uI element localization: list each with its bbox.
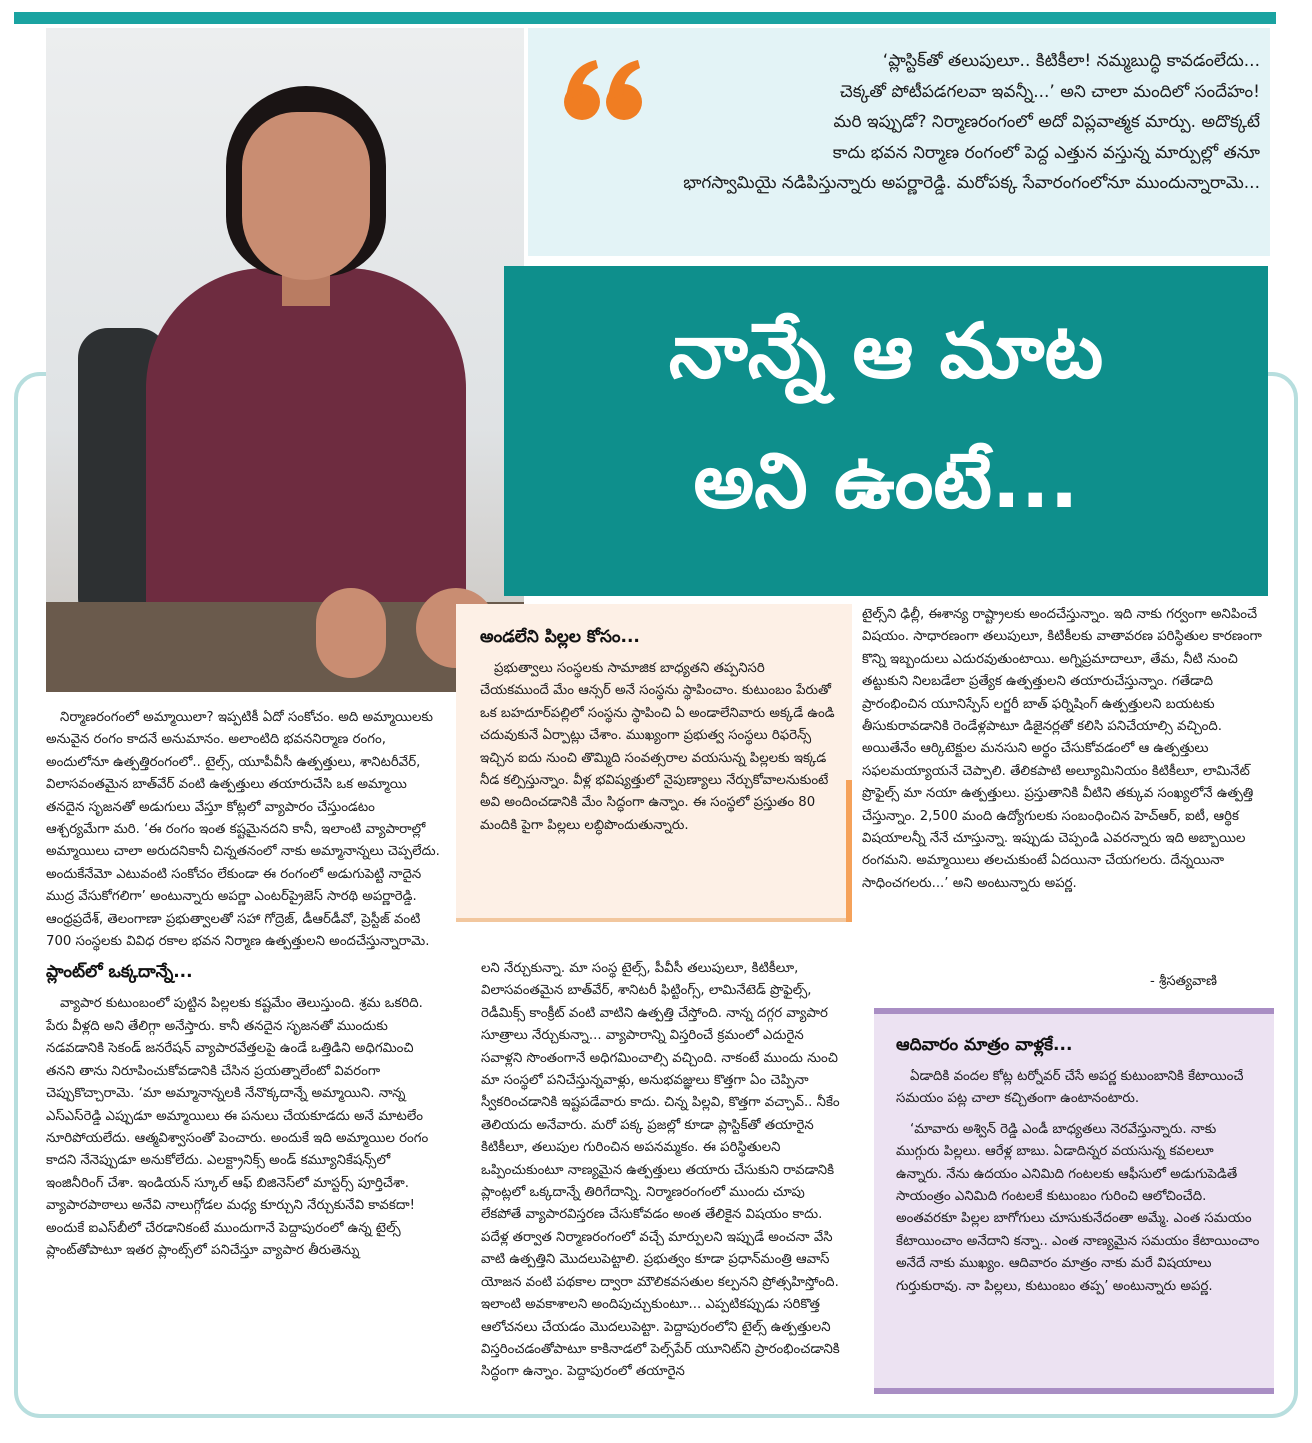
box-paragraph: ప్రభుత్వాలు సంస్థలకు సామాజిక బాధ్యతని తప్పనిసరి చేయకముందే మేం ఆన్సర్‌ అనే సంస్థను స్థాపించాం. కుటుంబం పేరుతో ఒక బహదూర్‌పల్లిలో సంస్థను స్థాపించి ఏ అండాలేనివారు అక్కడే ఉండి చదువుకునే ఏర్పాట్లు చేశాం. ముఖ్యంగా ప్రభుత్వ సంస్థలు రిఫరెన్స్‌ ఇచ్చిన ఐదు నుంచి తొమ్మిది సంవత్సరాల వయసున్న పిల్లలకు ఇక్కడ నీడ కల్పిస్తున్నాం. వీళ్ల భవిష్యత్తులో నైపుణ్యాలు నేర్చుకోవాలనుకుంటే అవి అందించడానికి మేం సిద్ధంగా ఉన్నాం. ఈ సంస్థలో ప్రస్తుతం 80 మందికి పైగా పిల్లలు లబ్ధిపొందుతున్నారు.: [480, 661, 835, 833]
body-paragraph: లని నేర్చుకున్నా. మా సంస్థ టైల్స్‌, పీవీసీ తలుపులూ, కిటికీలూ, విలాసవంతమైన బాత్‌వేర్‌, శానిటరీ ఫిట్టింగ్స్‌, లామినేటెడ్‌ ప్రొఫైల్స్‌, రెడీమిక్స్‌ కాంక్రీట్‌ వంటి వాటిని ఉత్పత్తి చేస్తోంది. నాన్న దగ్గర వ్యాపార సూత్రాలు నేర్చుకున్నా... వ్యాపారాన్ని విస్తరించే క్రమంలో ఎదురైన సవాళ్లని సొంతంగానే అధిగమించాల్సి వచ్చింది. నాకంటే ముందు నుంచి మా సంస్థలో పనిచేస్తున్నవాళ్లు, అనుభవజ్ఞులు కొత్తగా ఏం చెప్పినా స్వీకరించడానికి ఇష్టపడేవారు కాదు. చిన్న పిల్లవి, కొత్తగా వచ్చావ్‌.. నీకేం తెలియదు అనేవారు. మరో పక్క ప్రజల్లో కూడా ప్లాస్టిక్‌తో తయారైన కిటికీలూ, తలుపుల గురించిన అపనమ్మకం. ఈ పరిస్థితులని ఒప్పించుకుంటూ నాణ్యమైన ఉత్పత్తులు తయారు చేసుకుని రావడానికి ప్లాంట్లలో ఒక్కదాన్నే తిరిగేదాన్ని. నిర్మాణరంగంలో ముందు చూపు లేకపోతే వ్యాపారవిస్తరణ చేసుకోవడం అంత తేలికైన విషయం కాదు. పదేళ్ల తర్వాత నిర్మాణరంగంలో వచ్చే మార్పులని ఇప్పుడే అంచనా వేసి వాటి ఉత్పత్తిని మొదలుపెట్టాలి. ప్రభుత్వం కూడా ప్రధాన్‌మంత్రి ఆవాస్‌ యోజన వంటి పథకాల ద్వారా మౌలికవసతుల కల్పనని ప్రోత్సహిస్తోంది. ఇలాంటి అవకాశాలని అందిపుచ్చుకుంటూ... ఎప్పటికప్పుడు సరికొత్త ఆలోచనలు చేయడం మొదలుపెట్టా. పెద్దాపురంలోని టైల్స్‌ ఉత్పత్తులని విస్తరించడంతోపాటూ కాకినాడలో పెల్స్‌పేర్‌ యూనిట్‌ని ప్రారంభించడానికి సిద్ధంగా ఉన్నాం. పెద్దాపురంలో తయారైన: [481, 961, 840, 1380]
headline-line-2: అని ఉంటే...: [693, 436, 1079, 525]
quote-line: కాదు భవన నిర్మాణ రంగంలో పెద్ద ఎత్తున వస్తున్న మార్పుల్లో తనూ: [832, 142, 1260, 163]
column-2: [481, 958, 846, 1384]
headline-line-1: నాన్నే ఆ మాట: [668, 306, 1104, 395]
intro-paragraph: నిర్మాణరంగంలో అమ్మాయిలా? ఇప్పటికీ ఏదో సంకోచం. అది అమ్మాయిలకు అనువైన రంగం కాదనే అనుమానం. అలాంటిది భవననిర్మాణ రంగం, అందులోనూ ఉత్పత్తిరంగంలో.. టైల్స్‌, యూపీవీసీ ఉత్పత్తులు, శానిటరీవేర్‌, విలాసవంతమైన బాత్‌వేర్‌ వంటి ఉత్పత్తులు తయారుచేసి ఒక అమ్మాయి తనదైన సృజనతో అడుగులు వేస్తూ కోట్లలో వ్యాపారం చేస్తుండటం ఆశ్చర్యమేగా మరి. ‘ఈ రంగం ఇంత కష్టమైనదని కానీ, ఇలాంటి వ్యాపారాల్లో అమ్మాయిలు చాలా అరుదనికానీ చిన్నతనంలో నాకు అమ్మానాన్నలు చెప్పలేదు. అందుకేనేమో ఎటువంటి సంకోచం లేకుండా ఈ రంగంలో అడుగుపెట్టి నాదైన ముద్ర వేసుకోగలిగా’ అంటున్నారు అపర్ణా ఎంటర్‌ప్రైజెస్‌ సారథి అపర్ణారెడ్డి. ఆంధ్రప్రదేశ్‌, తెలంగాణా ప్రభుత్వాలతో సహా గోద్రెజ్‌, డీఆర్‌డీవో, ప్రెస్టీజ్‌ వంటి 700 సంస్థలకు వివిధ రకాల భవన నిర్మాణ ఉత్పత్తులని అందచేస్తున్నారామె.: [46, 710, 440, 950]
sidebar-box-orphans: [456, 604, 852, 922]
quote-line: ‘ప్లాస్టిక్‌తో తలుపులూ.. కిటికీలా! నమ్మబుద్ధి కావడంలేదు...: [882, 51, 1260, 71]
byline: - శ్రీసత్యవాణి: [1150, 974, 1217, 989]
box-paragraph: ఏడాదికి వందల కోట్ల టర్నోవర్‌ చేసే అపర్ణ కుటుంబానికి కేటాయించే సమయం పట్ల చాలా కచ్చితంగా ఉంటానంటారు.: [896, 1069, 1244, 1107]
body-paragraph: వ్యాపార కుటుంబంలో పుట్టిన పిల్లలకు కష్టమేం తెలుస్తుంది. శ్రమ ఒకరిది. పేరు వీళ్లది అని తేలిగ్గా అనేస్తారు. కానీ తనదైన సృజనతో ముందుకు నడవడానికి సెకండ్‌ జనరేషన్‌ వ్యాపారవేత్తలపై ఉండే ఒత్తిడిని అధిగమించి తనని తాను నిరూపించుకోవడానికి చేసిన ప్రయత్నాలేంటో వివరంగా చెప్పుకొచ్చారామె. ‘మా అమ్మానాన్నలకి నేనొక్కదాన్నే అమ్మాయిని. నాన్న ఎస్‌ఎస్‌రెడ్డి ఎప్పుడూ అమ్మాయిలు ఈ పనులు చేయకూడదు అనే మాటలేం నూరిపోయలేదు. ఆత్మవిశ్వాసంతో పెంచారు. అందుకే ఇది అమ్మాయిల రంగం కాదని నేనెప్పుడూ అనుకోలేదు. ఎలక్ట్రానిక్స్‌ అండ్‌ కమ్యూనికేషన్స్‌లో ఇంజినీరింగ్‌ చేశా. ఇండియన్‌ స్కూల్‌ ఆఫ్‌ బిజినెస్‌లో మాస్టర్స్‌ పూర్తిచేశా. వ్యాపారపాఠాలు అనేవి నాలుగ్గోడల మధ్య కూర్చుని నేర్చుకునేవి కావకదా! అందుకే ఐఎస్‌బీలో చేరడానికంటే ముందుగానే పెద్దాపురంలో ఉన్న టైల్స్‌ ప్లాంట్‌తోపాటూ ఇతర ప్లాంట్స్‌లో పనిచేస్తూ వ్యాపార తీరుతెన్ను: [46, 996, 429, 1258]
quote-line: మరి ఇప్పుడో? నిర్మాణరంగంలో అదో విప్లవాత్మక మార్పు. అదొక్కటే: [833, 112, 1260, 132]
quote-text: [660, 46, 1260, 199]
box-paragraph: ‘మావారు అశ్విన్‌ రెడ్డి ఎండీ బాధ్యతలు నెరవేస్తున్నారు. నాకు ముగ్గురు పిల్లలు. ఆరేళ్ల బాబు. ఏడాదిన్నర వయసున్న కవలలూ ఉన్నారు. నేను ఉదయం ఎనిమిది గంటలకు ఆఫీసులో అడుగుపెడితే సాయంత్రం ఎనిమిది గంటలకే కుటుంబం గురించి ఆలోచించేది. అంతవరకూ పిల్లల బాగోగులు చూసుకునేదంతా అమ్మే. ఎంత సమయం కేటాయించాం అనేదాని కన్నా.. ఎంత నాణ్యమైన సమయం కేటాయించాం అనేదే నాకు ముఖ్యం. ఆదివారం మాత్రం నాకు మరే విషయాలు గుర్తుకురావు. నా పిల్లలు, కుటుంబం తప్ప’ అంటున్నారు అపర్ణ.: [896, 1121, 1260, 1294]
sidebar-box-sunday: [874, 1008, 1274, 1394]
quote-line: భాగస్వామియై నడిపిస్తున్నారు అపర్ణారెడ్డి. మరోపక్క సేవారంగంలోనూ ముందున్నారామె...: [683, 173, 1260, 193]
subhead-plant: ప్లాంట్‌లో ఒక్కదాన్నే...: [46, 962, 193, 983]
quote-mark-icon: [560, 50, 650, 130]
body-paragraph: టైల్స్‌ని ఢిల్లీ, ఈశాన్య రాష్ట్రాలకు అందచేస్తున్నాం. ఇది నాకు గర్వంగా అనిపించే విషయం. సాధారణంగా తలుపులూ, కిటికీలకు వాతావరణ పరిస్థితుల కారణంగా కొన్ని ఇబ్బందులు ఎదురవుతుంటాయి. అగ్నిప్రమాదాలూ, తేమ, నీటి నుంచి తట్టుకుని నిలబడేలా ప్రత్యేక ఉత్పత్తులని తయారుచేస్తున్నాం. గతేడాది ప్రారంభించిన యూనిస్పేస్‌ లగ్జరీ బాత్‌ ఫర్నిషింగ్‌ ఉత్పత్తులని బయటకు తీసుకురావడానికి రెండేళ్లపాటూ డిజైనర్లతో కలిసి పనిచేయాల్సి వచ్చింది. అయితేనేం ఆర్కిటెక్టుల మనసుని అర్థం చేసుకోవడంలో ఆ ఉత్పత్తులు సఫలమయ్యాయనే చెప్పాలి. తేలికపాటి అల్యూమినియం కిటికీలూ, లామినేట్‌ ప్రొఫైల్స్‌ మా నయా ఉత్పత్తులు. ప్రస్తుతానికి వీటిని తక్కువ సంఖ్యలోనే ఉత్పత్తి చేస్తున్నాం. 2,500 మంది ఉద్యోగులకు సంబంధించిన హెచ్‌ఆర్‌, ఐటీ, ఆర్థిక విషయాలన్నీ నేనే చూస్తున్నా. ఇప్పుడు చెప్పండి ఎవరన్నారు ఇది అబ్బాయిల రంగమని. అమ్మాయిలు తలచుకుంటే ఏదయినా చేయగలరు. దేన్నయినా సాధించగలరు...’ అని అంటున్నారు అపర్ణ.: [862, 607, 1262, 891]
column-3: [862, 604, 1266, 895]
column-1: [46, 707, 442, 1262]
portrait-photo: [46, 28, 524, 692]
box-title: అండలేని పిల్లల కోసం...: [480, 627, 640, 647]
top-rule: [14, 12, 1276, 24]
box-title: ఆదివారం మాత్రం వాళ్లకే...: [896, 1035, 1073, 1055]
quote-line: చెక్కతో పోటీపడగలవా ఇవన్నీ...’ అని చాలా మందిలో సందేహం!: [839, 81, 1260, 102]
headline-box: [504, 266, 1268, 596]
